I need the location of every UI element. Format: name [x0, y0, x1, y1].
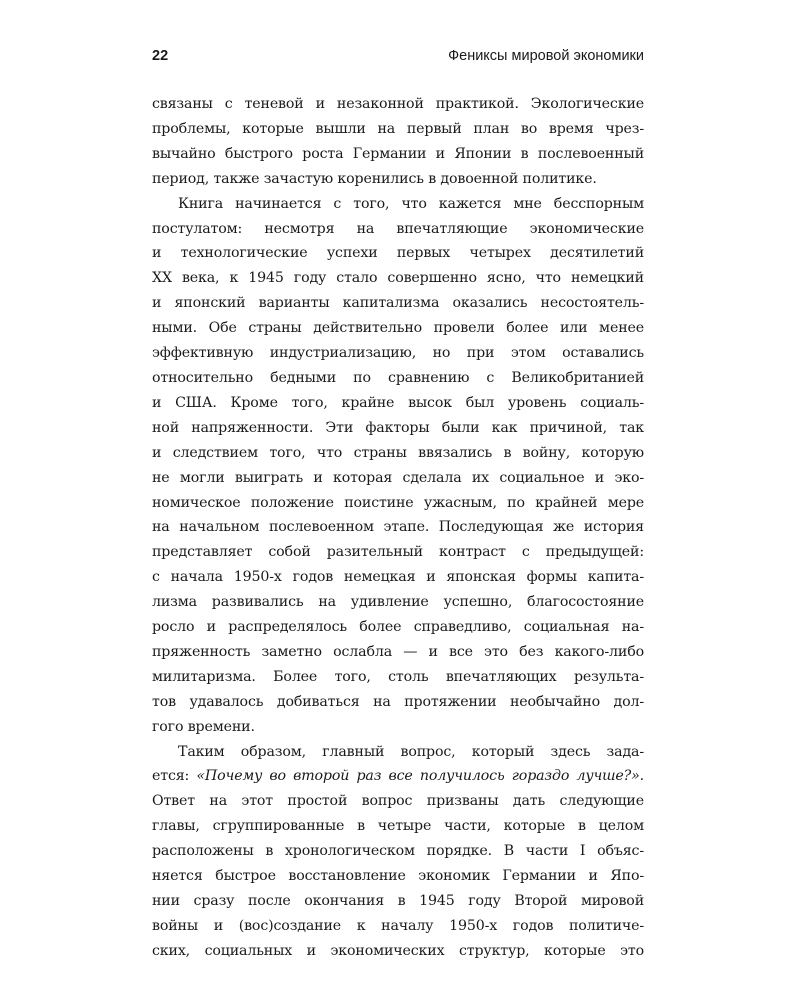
- body-text: [152, 92, 644, 964]
- running-header: [152, 44, 644, 68]
- text-line: и японский варианты капитализма оказались несостоятель-: [152, 295, 644, 312]
- text-line: номическое положение поистине ужасным, по крайней мере: [152, 494, 644, 511]
- text-line: на начальном послевоенном этапе. Последующая же история: [152, 519, 644, 536]
- text-line: ными. Обе страны действительно провели более или менее: [152, 320, 644, 337]
- text-line: и США. Кроме того, крайне высок был уровень социаль-: [152, 394, 644, 411]
- book-page: [152, 0, 644, 1000]
- running-title: Фениксы мировой экономики: [448, 48, 644, 64]
- text-line: росло и распределялось более справедливо, социальная на-: [152, 619, 644, 636]
- text-line: представляет собой разительный контраст с предыдущей:: [152, 544, 644, 561]
- text-line: с начала 1950-х годов немецкая и японская формы капита-: [152, 569, 644, 586]
- text-line: расположены в хронологическом порядке. В части I объяс-: [152, 843, 644, 860]
- text-line: вычайно быстрого роста Германии и Японии в послевоенный: [152, 145, 644, 162]
- text-line: проблемы, которые вышли на первый план во время чрез-: [152, 120, 644, 137]
- text-line: постулатом: несмотря на впечатляющие экономические: [152, 220, 644, 237]
- text-line: связаны с теневой и незаконной практикой. Экологические: [152, 96, 644, 112]
- text-line: пряженность заметно ослабла — и все это без какого-либо: [152, 643, 644, 660]
- text-line: относительно бедными по сравнению с Великобританией: [152, 369, 644, 386]
- text-line: ских, социальных и экономических структур, которые это: [152, 942, 644, 959]
- text-line: ной напряженности. Эти факторы были как причиной, так: [152, 419, 644, 436]
- text-line: войны и (вос)создание к началу 1950-х годов политиче-: [152, 917, 644, 934]
- text-line: [152, 764, 644, 789]
- text-line: Таким образом, главный вопрос, который здесь зада-: [178, 743, 644, 760]
- text-line: няется быстрое восстановление экономик Германии и Япо-: [152, 868, 644, 885]
- text-line: Книга начинается с того, что кажется мне бесспорным: [178, 195, 644, 212]
- text-line: период, также зачастую коренились в довоенной политике.: [152, 170, 597, 187]
- italic-quote: «Почему во второй раз все получилось гораздо лучше?».: [196, 768, 645, 785]
- page-number: 22: [152, 48, 169, 64]
- text-line: эффективную индустриализацию, но при этом оставались: [152, 345, 644, 362]
- text-span: ется:: [152, 768, 197, 785]
- text-line: и технологические успехи первых четырех десятилетий: [152, 245, 644, 262]
- text-line: тов удавалось добиваться на протяжении необычайно дол-: [152, 693, 644, 710]
- text-line: не могли выиграть и которая сделала их социальное и эко-: [152, 469, 644, 486]
- text-line: нии сразу после окончания в 1945 году Второй мировой: [152, 893, 644, 909]
- text-line: гого времени.: [152, 718, 255, 735]
- text-line: милитаризма. Более того, столь впечатляющих результа-: [152, 668, 644, 685]
- text-line: XX века, к 1945 году стало совершенно ясно, что немецкий: [152, 270, 644, 287]
- text-line: и следствием того, что страны ввязались в войну, которую: [152, 444, 644, 461]
- text-line: Ответ на этот простой вопрос призваны дать следующие: [152, 793, 644, 810]
- text-line: главы, сгруппированные в четыре части, которые в целом: [152, 818, 644, 835]
- text-line: лизма развивались на удивление успешно, благосостояние: [152, 594, 644, 611]
